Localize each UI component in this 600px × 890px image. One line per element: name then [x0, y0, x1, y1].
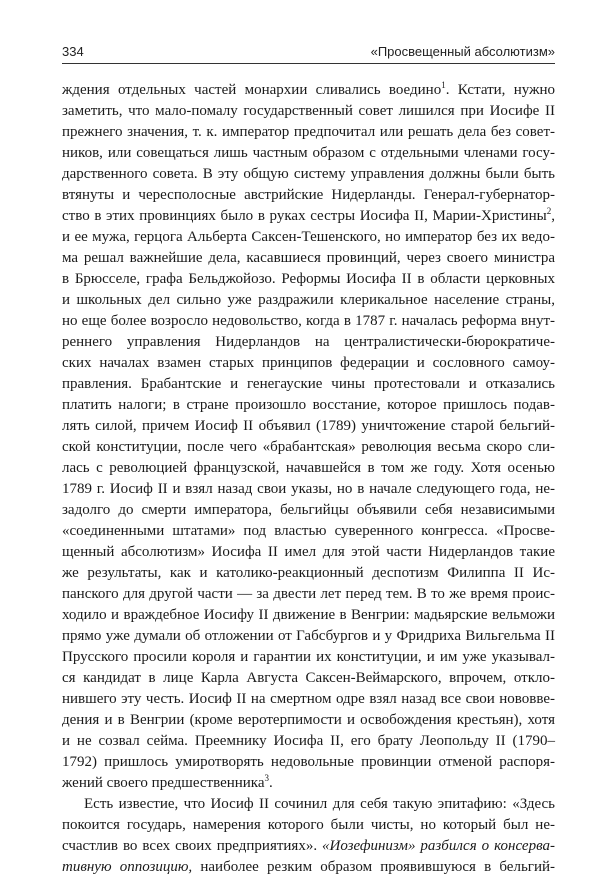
text-line: жений своего предшественника$^3$. — [62, 773, 273, 791]
text-line: ской конституции, после чего «брабантская» революция весьма скоро сли- — [62, 439, 555, 455]
text-line: нившего эту честь. Иосиф II на смертном одре взял назад все свои нововве- — [62, 691, 555, 707]
text-line: ма решал важнейшие дела, касавшиеся провинций, через своего министра — [62, 250, 555, 266]
text-line: щенный абсолютизм» Иосифа II имел для этой части Нидерландов такие — [62, 544, 555, 560]
text-line: в Брюсселе, графа Бельджойозо. Реформы Иосифа II в области церковных — [62, 271, 555, 287]
text-line: втянуты и чересполосные австрийские Нидерланды. Генерал-губернатор- — [62, 187, 555, 203]
text-line: счастлив во всех своих предприятиях». «Иозефинизм» разбился о консерва- — [62, 838, 555, 854]
text-line: прежнего значения, т. к. император предпочитал или решать дела без совет- — [62, 124, 555, 140]
text-line: и не созвал сейма. Преемнику Иосифа II, его брату Леопольду II (1790– — [62, 733, 555, 749]
footnote-ref[interactable]: 1 — [441, 80, 446, 90]
text-line: правления. Брабантские и генегауские чины протестовали и отказались — [62, 376, 555, 392]
text-line: и школьных дел сильно уже раздражили клерикальное население страны, — [62, 292, 555, 308]
page-number: 334 — [62, 44, 84, 59]
text-line: ся кандидат в лице Карла Августа Саксен-Веймарского, впрочем, откло- — [62, 670, 555, 686]
paragraph-first-line: Есть известие, что Иосиф II сочинил для себя такую эпитафию: «Здесь — [84, 796, 555, 812]
text-line: покоится государь, намерения которого были чисты, но который был не- — [62, 817, 555, 833]
text-line: заметить, что мало-помалу государственный совет лишился при Иосифе II — [62, 103, 555, 119]
text-line: дения и в Венгрии (кроме веротерпимости и освобождения крестьян), хотя — [62, 712, 555, 728]
text-line: задолго до смерти императора, бельгийцы объявили себя независимыми — [62, 502, 555, 518]
text-line: Прусского просили короля и гарантии их конституции, и им уже указывал- — [62, 649, 555, 665]
text-line: и ее мужа, герцога Альберта Саксен-Тешенского, но император без их ведо- — [62, 229, 555, 245]
text-line: «соединенными штатами» под властью суверенного конгресса. «Просве- — [62, 523, 555, 539]
footnote-ref[interactable]: 3 — [264, 773, 270, 783]
text-line: реннего управления Нидерландов на централистически-бюрократиче- — [62, 334, 555, 350]
text-line: платить налоги; в стране произошло восстание, которое пришлось подав- — [62, 397, 555, 413]
text-line: 1789 г. Иосиф II и взял назад свои указы, но в начале следующего года, не- — [62, 481, 555, 497]
text-line: ждения отдельных частей монархии сливались воедино$^1$. Кстати, нужно — [62, 80, 555, 98]
text-line: панского для другой части — за двести лет перед тем. В то же время проис- — [62, 586, 555, 602]
text-line: лась с революцией французской, начавшейся в том же году. Хотя осенью — [62, 460, 555, 476]
running-title: «Просвещенный абсолютизм» — [370, 44, 555, 59]
text-line: же результаты, как и католико-реакционный деспотизм Филиппа II Ис- — [62, 565, 555, 581]
text-line: ходило и враждебное Иосифу II движение в Венгрии: мадьярские вельможи — [62, 607, 555, 623]
header-rule — [62, 63, 555, 64]
footnote-ref[interactable]: 2 — [546, 206, 552, 216]
text-line: ников, или совещаться лишь частным образом с отдельными членами госу- — [62, 145, 555, 161]
text-line: 1792) пришлось умиротворять недовольные провинции отменой распоря- — [62, 754, 555, 770]
text-line: прямо уже думали об отложении от Габсбургов и у Фридриха Вильгельма II — [62, 628, 555, 644]
text-line: но еще более возросло недовольство, когда в 1787 г. началась реформа внут- — [62, 313, 555, 329]
text-line: тивную оппозицию, наиболее резким образом проявившуюся в бельгий- — [62, 859, 555, 875]
text-line: лять силой, причем Иосиф II объявил (1789) уничтожение старой бельгий- — [62, 418, 555, 434]
text-line: ство в этих провинциях было в руках сестры Иосифа II, Марии-Христины$^2$, — [62, 206, 555, 224]
text-line: дарственного совета. В эту общую систему управления должны были быть — [62, 166, 555, 182]
text-line: ских началах взамен старых принципов федерации и сословного самоу- — [62, 355, 555, 371]
